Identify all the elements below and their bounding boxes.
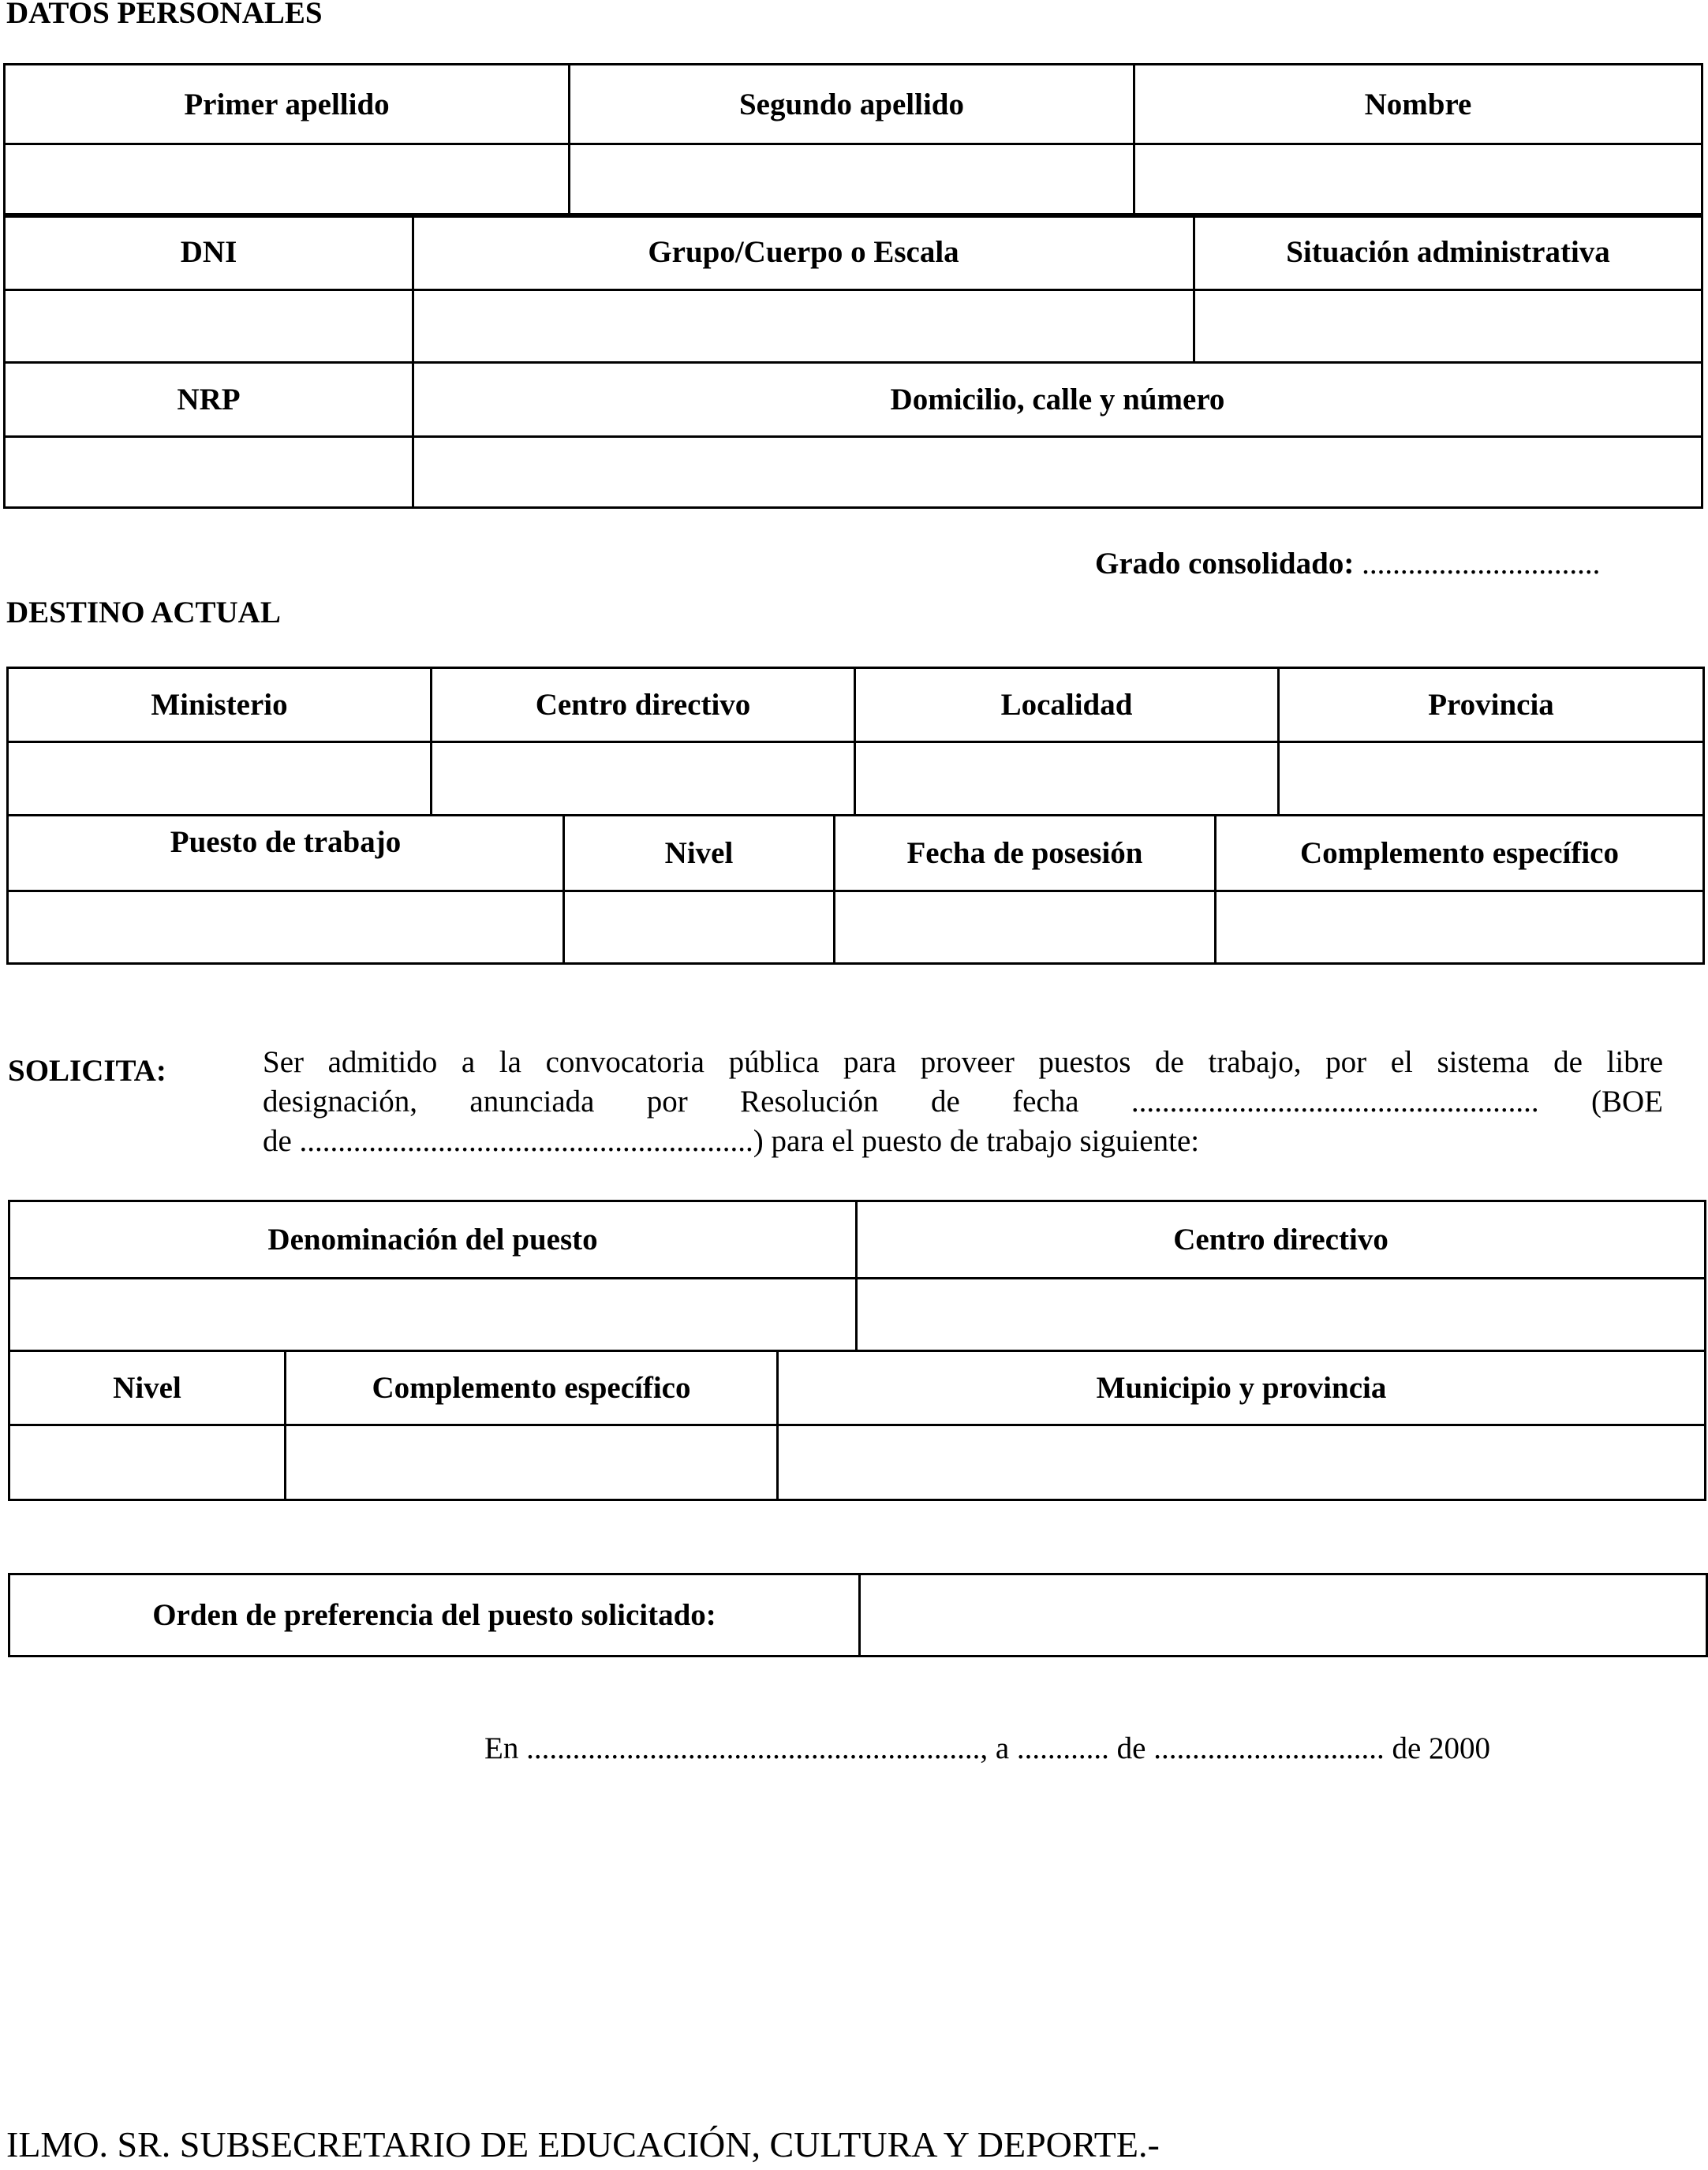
header-nombre: Nombre xyxy=(1134,65,1702,144)
section-title-datos-personales: DATOS PERSONALES xyxy=(6,0,323,30)
field-complemento-solicitado[interactable] xyxy=(286,1425,778,1500)
field-segundo-apellido[interactable] xyxy=(570,144,1134,217)
solicita-line-2: designación, anunciada por Resolución de fecha ..................................................... (BOE xyxy=(263,1085,1663,1119)
datos-personales-table-1 xyxy=(3,63,1703,218)
field-orden-preferencia[interactable] xyxy=(860,1574,1707,1656)
section-title-destino-actual: DESTINO ACTUAL xyxy=(6,596,281,629)
field-provincia[interactable] xyxy=(1279,742,1704,816)
field-nrp[interactable] xyxy=(5,437,413,508)
header-complemento-especifico: Complemento específico xyxy=(1216,816,1704,891)
header-nivel-solicitado: Nivel xyxy=(9,1351,286,1425)
grado-consolidado-label: Grado consolidado: xyxy=(1095,547,1355,581)
destinatario: ILMO. SR. SUBSECRETARIO DE EDUCACIÓN, CULTURA Y DEPORTE.- xyxy=(6,2124,1160,2164)
header-nivel: Nivel xyxy=(564,816,835,891)
field-ministerio[interactable] xyxy=(8,742,432,816)
header-dni: DNI xyxy=(5,215,413,290)
solicita-line-3: de ...........................................................) para el puesto de trabajo siguiente: xyxy=(263,1124,1200,1158)
header-provincia: Provincia xyxy=(1279,668,1704,742)
field-puesto-de-trabajo[interactable] xyxy=(8,891,564,964)
field-domicilio[interactable] xyxy=(413,437,1702,508)
field-nombre[interactable] xyxy=(1134,144,1702,217)
header-fecha-posesion: Fecha de posesión xyxy=(835,816,1216,891)
header-primer-apellido: Primer apellido xyxy=(5,65,570,144)
field-centro-directivo-solicitado[interactable] xyxy=(857,1279,1706,1351)
field-complemento-especifico[interactable] xyxy=(1216,891,1704,964)
datos-personales-table-2 xyxy=(3,213,1703,509)
field-situacion-administrativa[interactable] xyxy=(1194,290,1702,363)
header-segundo-apellido: Segundo apellido xyxy=(570,65,1134,144)
field-nivel-solicitado[interactable] xyxy=(9,1425,286,1500)
orden-preferencia-label: Orden de preferencia del puesto solicitado: xyxy=(9,1574,860,1656)
header-ministerio: Ministerio xyxy=(8,668,432,742)
solicita-text xyxy=(263,1043,1663,1161)
destino-actual-table-2 xyxy=(6,814,1705,965)
field-grupo-cuerpo-escala[interactable] xyxy=(413,290,1194,363)
header-domicilio: Domicilio, calle y número xyxy=(413,363,1702,437)
header-centro-directivo: Centro directivo xyxy=(432,668,855,742)
header-puesto-de-trabajo: Puesto de trabajo xyxy=(8,816,564,891)
field-fecha-posesion[interactable] xyxy=(835,891,1216,964)
grado-consolidado-dots: ............................... xyxy=(1362,547,1601,581)
header-grupo-cuerpo-escala: Grupo/Cuerpo o Escala xyxy=(413,215,1194,290)
field-localidad[interactable] xyxy=(855,742,1279,816)
field-municipio-provincia[interactable] xyxy=(778,1425,1706,1500)
header-situacion-administrativa: Situación administrativa xyxy=(1194,215,1702,290)
orden-preferencia-table xyxy=(8,1573,1708,1657)
solicita-label: SOLICITA: xyxy=(8,1054,166,1088)
grado-consolidado xyxy=(1095,546,1600,581)
header-complemento-solicitado: Complemento específico xyxy=(286,1351,778,1425)
header-denominacion-puesto: Denominación del puesto xyxy=(9,1201,857,1279)
puesto-solicitado-table xyxy=(8,1200,1706,1501)
field-primer-apellido[interactable] xyxy=(5,144,570,217)
header-centro-directivo-solicitado: Centro directivo xyxy=(857,1201,1706,1279)
field-centro-directivo[interactable] xyxy=(432,742,855,816)
fecha-lugar-linea: En ..........................................................., a ............ de .............................. de 2000 xyxy=(484,1731,1491,1765)
destino-actual-table-1 xyxy=(6,667,1705,816)
header-nrp: NRP xyxy=(5,363,413,437)
field-nivel[interactable] xyxy=(564,891,835,964)
header-municipio-provincia: Municipio y provincia xyxy=(778,1351,1706,1425)
header-localidad: Localidad xyxy=(855,668,1279,742)
field-denominacion-puesto[interactable] xyxy=(9,1279,857,1351)
solicita-line-1: Ser admitido a la convocatoria pública para proveer puestos de trabajo, por el sistema de libre xyxy=(263,1045,1663,1079)
field-dni[interactable] xyxy=(5,290,413,363)
